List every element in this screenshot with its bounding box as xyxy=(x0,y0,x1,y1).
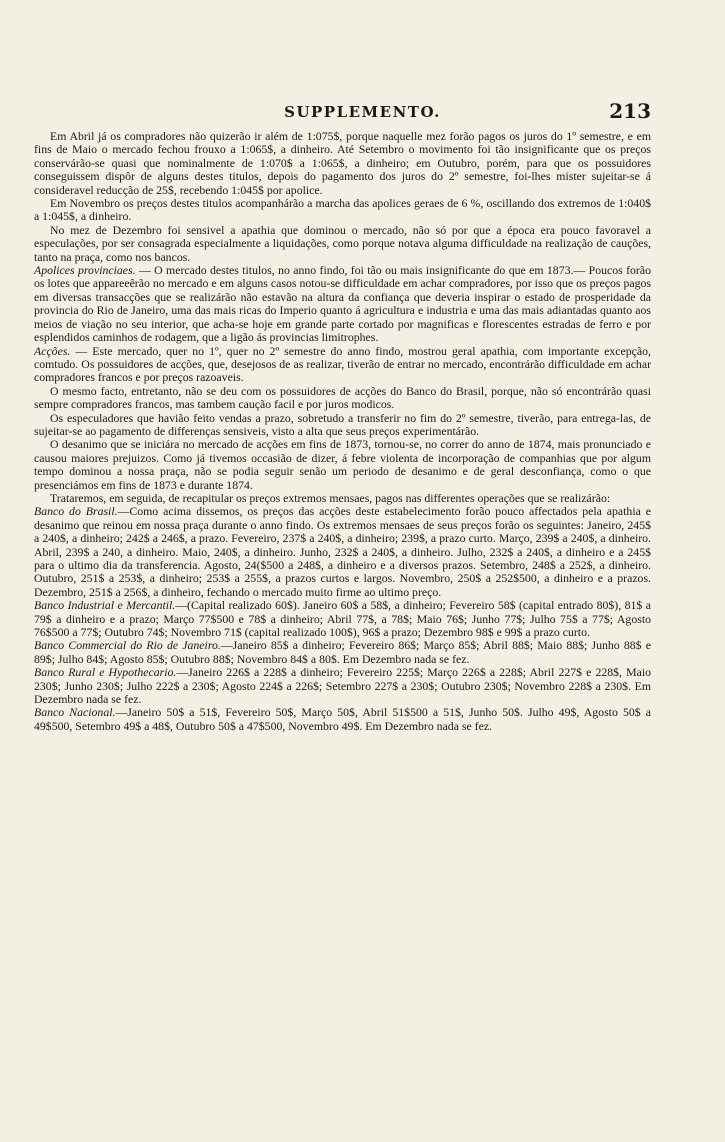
paragraph xyxy=(34,492,651,505)
entry-text: —(Capital realizado 60$). Janeiro 60$ a 58$, a dinheiro; Fevereiro 58$ (capital entrado 80$), 81$ a 79$ a dinheiro e a prazo; Março 77$500 e 78$ a dinheiro; Abril 77$, a 78$; Maio 76$; Junho 77$; Julho 75$ a 77$; Agosto 76$500 a 77$; Outubro 74$; Novembro 71$ (capital realizado 100$), 96$ a prazo; Dezembro 98$ e 99$ a prazo curto. xyxy=(34,598,651,640)
page-number: 213 xyxy=(609,99,651,123)
entry-text: — O mercado destes titulos, no anno findo, foi tão ou mais insignificante do que em 1873.— Poucos forão os lotes que appareeêrão no mercado e em alguns casos notou-se difficuldade em achar compradores, por isso que os preços pagos em diversas transacções que se realizárão não estavão na altura da confiança que deveria inspirar o estado de prosperidade da provincia do Rio de Janeiro, uma das mais ricas do Imperio quanto á agricultura e industria e uma das mais adiantadas quanto aos meios de viação no seu interior, que acha-se hoje em grande parte cortado por magnificas e florescentes estradas de ferro e por esplendidos caminhos de rodagem, que a ligão ás provincias limitrophes. xyxy=(34,263,651,345)
paragraph-text: Em Novembro os preços destes titulos acompanhárão a marcha das apolices geraes de 6 %, oscillando dos extremos de 1:040$ a 1:045$, a dinheiro. xyxy=(34,196,651,224)
entry-heading: Banco Nacional. xyxy=(34,705,116,720)
entry-heading: Banco Industrial e Mercantil. xyxy=(34,598,176,613)
section-entry xyxy=(34,599,651,639)
section-entry xyxy=(34,264,651,344)
section-entry xyxy=(34,639,651,666)
section-entry xyxy=(34,706,651,733)
entry-text: —Janeiro 50$ a 51$, Fevereiro 50$, Março 50$, Abril 51$500 a 51$, Junho 50$. Julho 49$, Agosto 50$ a 49$500, Setembro 49$ a 48$, Outubro 50$ a 47$500, Novembro 49$. Em Dezembro nada se fez. xyxy=(34,705,651,733)
paragraph xyxy=(34,385,651,412)
paragraph xyxy=(34,224,651,264)
section-entry xyxy=(34,505,651,599)
paragraph xyxy=(34,130,651,197)
page-body xyxy=(34,130,651,733)
entry-text: —Janeiro 85$ a dinheiro; Fevereiro 86$; Março 85$; Abril 88$; Maio 88$; Junho 88$ e 89$; Julho 84$; Agosto 85$; Outubro 88$; Novembro 84$ a 80$. Em Dezembro nada se fez. xyxy=(34,638,651,666)
section-entry xyxy=(34,666,651,706)
paragraph-text: Em Abril já os compradores não quizerão ir além de 1:075$, porque naquelle mez forão pagos os juros do 1º semestre, e em fins de Maio o mercado fechou frouxo a 1:065$, a dinheiro. Até Setembro o movimento foi tão insignificante que os preços conservárão-se quasi que nominalmente de 1:070$ a 1:065$, a dinheiro; em Outubro, porém, para que os possuidores conseguissem dispôr de alguns destes titulos, depois do pagamento dos juros do 2º semestre, foi-lhes mister sujeitar-se á consideravel reducção de 25$, recebendo 1:045$ por apolice. xyxy=(34,129,651,197)
entry-heading: Banco Commercial do Rio de Janeiro. xyxy=(34,638,221,653)
paragraph xyxy=(34,438,651,492)
entry-heading: Banco do Brasil. xyxy=(34,504,118,519)
running-title: SUPPLEMENTO. xyxy=(284,103,441,121)
paragraph-text: Os especuladores que havião feito vendas a prazo, sobretudo a transferir no fim do 2º semestre, tiverão, para entrega-las, de sujeitar-se ao pagamento de differenças sensiveis, visto a alta que seus preços experimentárão. xyxy=(34,410,651,438)
entry-text: —Janeiro 226$ a 228$ a dinheiro; Fevereiro 225$; Março 226$ a 228$; Abril 227$ e 228$, Maio 230$; Junho 230$; Julho 222$ a 230$; Agosto 224$ a 226$; Setembro 227$ a 230$; Outubro 230$; Novembro 228$ a 230$. Em Dezembro nada se fez. xyxy=(34,665,651,707)
paragraph-text: O desanimo que se iniciára no mercado de acções em fins de 1873, tornou-se, no correr do anno de 1874, mais pronunciado e causou maiores prejuizos. Como já tivemos occasião de dizer, á febre violenta de incorporação de companhias que por algum tempo dominou a nossa praça, não se podia seguir senão um periodo de desanimo e de geral desconfiança, como o que presenciámos em fins de 1873 e durante 1874. xyxy=(34,437,651,492)
entry-heading: Banco Rural e Hypothecario. xyxy=(34,665,177,680)
entry-text: — Este mercado, quer no 1º, quer no 2º semestre do anno findo, mostrou geral apathia, com importante excepção, comtudo. Os possuidores de acções, que, desejosos de as realizar, tiverão de entrar no mercado, encontrárão difficuldade em achar compradores francos e por preços razoaveis. xyxy=(34,343,651,385)
entry-heading: Acções. xyxy=(34,343,71,358)
paragraph xyxy=(34,197,651,224)
paragraph xyxy=(34,412,651,439)
paragraph-text: No mez de Dezembro foi sensivel a apathia que dominou o mercado, não só por que a época era pouco favoravel a especulações, por ser consagrada especialmente a liquidações, como porque notava alguma difficuldade na realização de cauções, tanto na praça, como nos bancos. xyxy=(34,222,651,264)
paragraph-text: O mesmo facto, entretanto, não se deu com os possuidores de acções do Banco do Brasil, porque, não só encontrárão quasi sempre compradores francos, mas tambem caução facil e por juros modicos. xyxy=(34,383,651,412)
entry-text: —Como acima dissemos, os preços das acções deste estabelecimento forão pouco affectados pela apathia e desanimo que reinou em nossa praça durante o anno findo. Os extremos mensaes de seus preços forão os seguintes: Janeiro, 245$ a 240$, a dinheiro; 242$ a 246$, a prazo. Fevereiro, 237$ a 240$, a dinheiro; 239$, a prazo curto. Março, 239$ a 240$, a dinheiro. Abril, 239$ a 240, a dinheiro. Maio, 240$, a dinheiro. Junho, 232$ a 240$, a dinheiro. Julho, 232$ a 240$, a dinheiro e a 245$ para o ultimo dia da transferencia. Agosto, 24($500 a 248$, a dinheiro e a diversos prazos. Setembro, 248$ a 252$, a dinheiro. Outubro, 251$ a 253$, a dinheiro; 253$ a 255$, a prazos curtos e largos. Novembro, 250$ a 252$500, a dinheiro e a prazos. Dezembro, 251$ a 256$, a dinheiro, fechando o mercado muito firme ao ultimo preço. xyxy=(34,504,651,599)
section-entry xyxy=(34,345,651,385)
entry-heading: Apolices provinciaes. xyxy=(34,263,136,278)
paragraph-text: Trataremos, em seguida, de recapitular os preços extremos mensaes, pagos nas differentes operações que se realizárão: xyxy=(50,490,611,505)
